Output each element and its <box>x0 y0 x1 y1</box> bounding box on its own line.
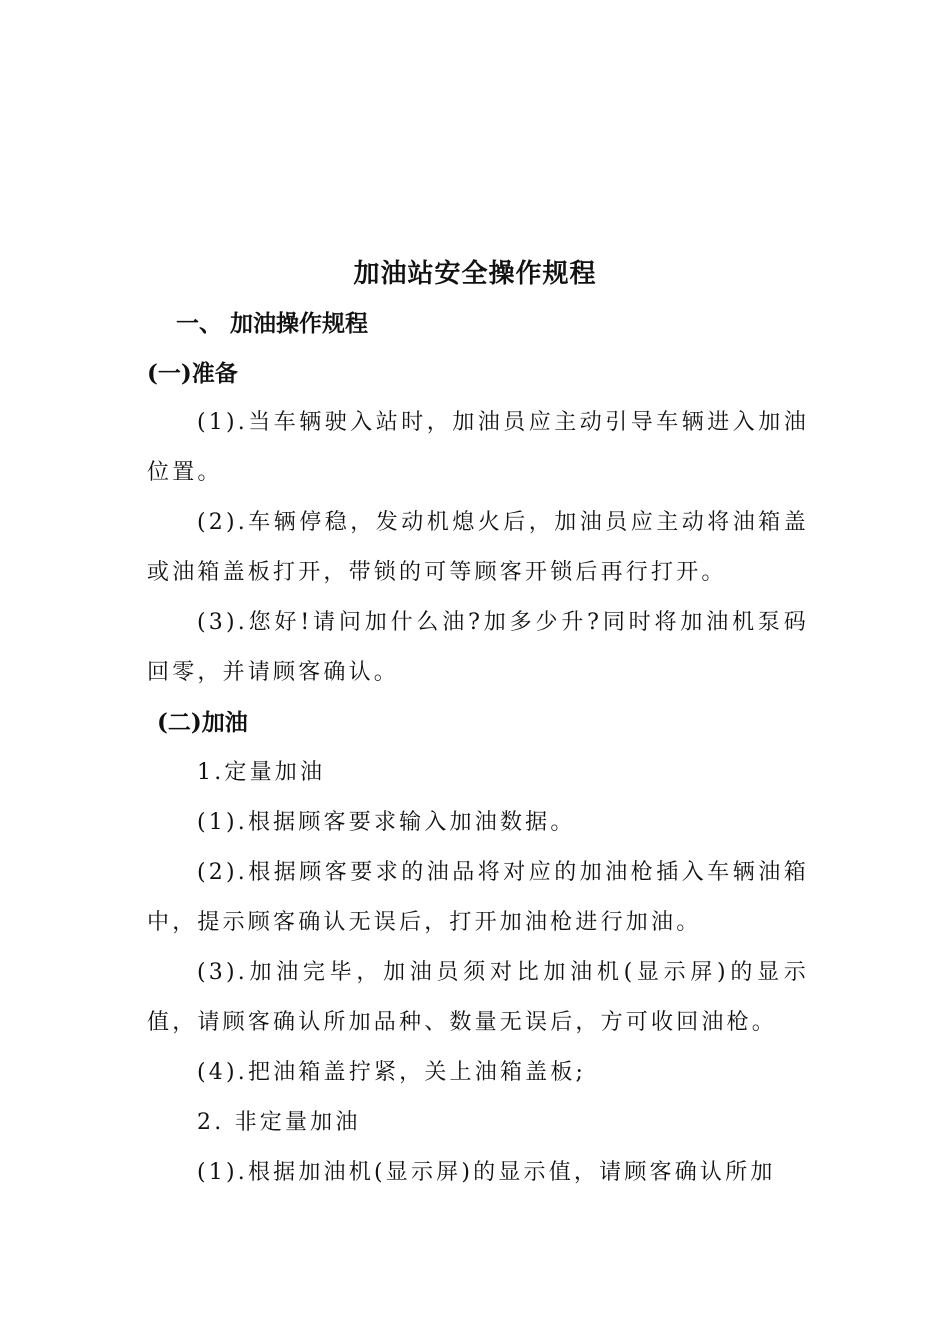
fixed-quantity-step-3: (3).加油完毕，加油员须对比加油机(显示屏)的显示值，请顾客确认所加品种、数量无误后，方可收回油枪。 <box>147 960 809 1035</box>
non-fixed-quantity-step-1: (1).根据加油机(显示屏)的显示值，请顾客确认所加 <box>197 1160 776 1185</box>
document-title: 加油站安全操作规程 <box>353 259 597 289</box>
subsection-heading-preparation: (一)准备 <box>147 360 238 387</box>
non-fixed-quantity-heading: 2. 非定量加油 <box>197 1110 361 1135</box>
preparation-step-2: (2).车辆停稳，发动机熄火后，加油员应主动将油箱盖或油箱盖板打开，带锁的可等顾客开锁后再行打开。 <box>147 510 809 585</box>
fixed-quantity-step-2: (2).根据顾客要求的油品将对应的加油枪插入车辆油箱中，提示顾客确认无误后，打开加油枪进行加油。 <box>147 860 809 935</box>
fixed-quantity-step-1: (1).根据顾客要求输入加油数据。 <box>197 810 576 835</box>
section-heading-refueling-procedure: 一、 加油操作规程 <box>176 310 369 337</box>
preparation-step-1: (1).当车辆驶入站时，加油员应主动引导车辆进入加油位置。 <box>147 410 809 485</box>
preparation-step-3: (3).您好!请问加什么油?加多少升?同时将加油机泵码回零，并请顾客确认。 <box>147 610 809 685</box>
fixed-quantity-step-4: (4).把油箱盖拧紧，关上油箱盖板; <box>197 1060 587 1085</box>
fixed-quantity-heading: 1.定量加油 <box>197 760 326 785</box>
subsection-heading-refueling: (二)加油 <box>157 709 248 736</box>
